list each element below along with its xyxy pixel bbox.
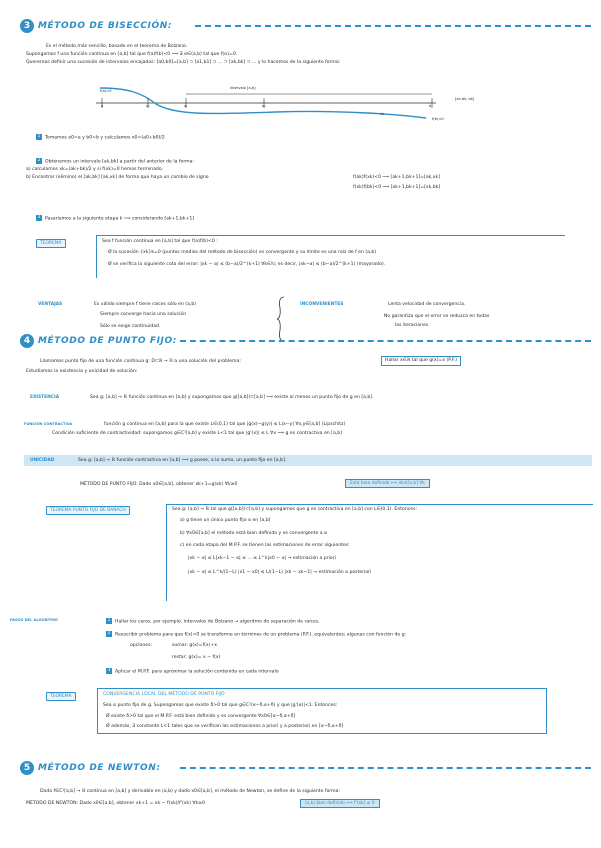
unicidad-tag: UNICIDAD <box>30 458 55 463</box>
section-number: 3 <box>20 19 34 33</box>
unicidad-text: Sea g: [a,b] → ℝ función contractiva en [a,b] ⟹ g posee, a lo sumo, un punto fijo en [a,b]. <box>78 458 287 463</box>
fig-x0: x₀ <box>146 104 150 108</box>
step-bullet-icon: 2 <box>107 631 111 636</box>
paso-3: 3 Aplicar el M.P.F. para aproximar la solución contenida en cada intervalo <box>107 668 279 675</box>
s5-line2: MÉTODO DE NEWTON: Dado x0∈[a,b], obtener xk+1 = xk − f(xk)/f'(xk) ∀k≥0 <box>26 801 205 806</box>
banach-5: |xk − α| ≤ L|xk−1 − α| ≤ ... ≤ L^k|x0 − α| → estimación a priori <box>188 556 336 561</box>
banach-3: b) ∀x0∈[a,b] el método está bien definido y es convergente a α <box>180 531 328 536</box>
teorema-tag: TEOREMA <box>36 239 66 248</box>
s3-line3: Queremos definir una sucesión de intervalos encajados: [a0,b0]=[a,b] ⊃ [a1,b1] ⊃ ... ⊃ [ak,bk] ⊃ ... y lo hacemos de la siguiente forma: <box>26 60 341 65</box>
s3-step2b: b) Encontrar (elimino) el [ak,bk] [ak,xk] de forma que haya un cambio de signo <box>26 175 209 180</box>
inconveniente-1: Lenta velocidad de convergencia. <box>388 302 466 307</box>
ventaja-2: Siempre converge hacia una solución <box>100 312 187 317</box>
fig-fa: f(a)>0 <box>100 89 112 93</box>
section-title: MÉTODO DE PUNTO FIJO: <box>38 336 177 346</box>
banach-1: Sea g: [a,b] → ℝ tal que g([a,b])⊂[a,b] y supongamos que g es contractiva en [a,b] con L∈(0,1). Entonces: <box>172 507 418 512</box>
fig-range: [xk-bk, bk] <box>455 97 475 101</box>
s3-step2a: a) calculamos xk=(ak+bk)/2 y si f(xk)=0 hemos terminado. <box>26 167 164 172</box>
brace-icon <box>276 296 286 342</box>
teo-line2: Ø la sucesión {xk}k=0 (puntos medios del método de bisección) es convergente y su límite es una raíz de f en (a,b) <box>108 250 377 255</box>
section-5-header <box>20 760 161 776</box>
teo-line3: Ø se verifica la siguiente cota del error: |xk − α| ≤ (b−a)/2^(k+1) ∀k∈ℕ; es decir, |xk−α| ≤ (b−a)/2^(k+1) (mayorado). <box>108 262 386 267</box>
s3-case1: f(ak)f(xk)<0 ⟹ [ak+1,bk+1]=[ak,xk] <box>353 175 440 180</box>
inconveniente-2: No garantiza que el error se reduzca en todas <box>384 314 490 319</box>
s4-pf-box: Hallar x∈ℝ tal que g(x)=x (P.F.) <box>381 356 461 366</box>
s5-line1: Dada f∈C¹[a,b] → ℝ continua en [a,b] y derivable en (a,b) y dado x0∈[a,b], el método de Newton, se define de la siguiente forma: <box>40 789 340 794</box>
mpf-definition: MÉTODO DE PUNTO FIJO: Dado x0∈[a,b], obtener xk+1=g(xk) ∀k≥0 <box>80 482 238 487</box>
s3-step2: 2 Obtenemos un intervalo [ak,bk] a partir del anterior de la forma: <box>37 158 194 165</box>
section-number: 4 <box>20 334 34 348</box>
newton-well-defined-pill: (x,k) bien definido ⟺ f'(xk) ≠ 0 <box>300 799 380 808</box>
teo2-title: CONVERGENCIA LOCAL DEL MÉTODO DE PUNTO FIJO <box>103 692 225 697</box>
fig-a: a <box>101 104 104 108</box>
s4-line1: Llamamos punto fijo de una función continua g: D⊂ℝ → ℝ a una solución del problema: <box>40 359 241 364</box>
teo2-line1: Sea α punto fijo de g. Supongamos que existe δ>0 tal que g∈C¹(α−δ,α+δ) y que |g'(α)|<1. Entonces: <box>103 703 338 708</box>
s3-step1: 1 Tomamos a0=a y b0=b y calculamos x0=(a0+b0)/2 <box>37 134 165 141</box>
ventajas-tag: VENTAJAS <box>38 302 63 307</box>
s4-line2: Estudiamos la existencia y unicidad de solución: <box>26 369 138 374</box>
teorema-tag: TEOREMA <box>46 692 76 701</box>
well-defined-pill: Está bien definido ⟺ xk∈[a,b] ∀k <box>345 479 430 488</box>
fig-fb: f(b)<0 <box>432 117 444 121</box>
ventaja-3: Sólo se exige continuidad. <box>100 324 161 329</box>
paso-restar: restar: g(x)= x − f(x) <box>172 655 221 660</box>
existencia-text: Sea g: [a,b] → ℝ función continua en [a,b] y supongamos que g([a,b])⊂[a,b] ⟹ existe al menos un punto fijo de g en [a,b]. <box>90 395 374 400</box>
s3-line2: Supongamos f una función continua en [a,b] tal que f(a)f(b)<0 ⟹ ∃ α∈(a,b) tal que f(α)=0. <box>26 52 238 57</box>
fc-line1: función g continua en [a,b] para la que existe L∈(0,1) tal que |g(x)−g(y)| ≤ L|x−y| ∀x,y∈[a,b] (Lipschitz) <box>104 422 346 427</box>
section-title: MÉTODO DE NEWTON: <box>38 763 161 773</box>
bisection-figure <box>96 82 466 130</box>
section-title: MÉTODO DE BISECCIÓN: <box>38 21 173 31</box>
teo-line1: Sea f función continua en [a,b] tal que f(a)f(b)<0 : <box>102 239 218 244</box>
teo2-line3: Ø además, ∃ constante L<1 tales que se verifican las estimaciones a priori y a posteriori en [α−δ,α+δ] <box>106 724 344 729</box>
s3-case2: f(xk)f(bk)<0 ⟹ [ak+1,bk+1]=[xk,bk] <box>353 185 441 190</box>
s3-line1: Es el método más sencillo, basado en el teorema de Bolzano. <box>46 44 188 49</box>
ventaja-1: Es válido siempre f tiene raíces sólo en (a,b) <box>94 302 197 307</box>
fig-mid: intervalo [a,b] <box>230 86 256 90</box>
banach-4: c) en cada etapa del M.P.F. se tienen las estimaciones de error siguientes: <box>180 543 350 548</box>
existencia-tag: EXISTENCIA <box>30 395 60 400</box>
dashed-rule <box>180 767 591 769</box>
paso-2: 2 Reescribir problema para que f(x)=0 se transforme en términos de un problema (P.F.), equivalentes; algunas con función de g: <box>107 631 407 638</box>
banach-tag: TEOREMA PUNTO FIJO DE BANACH <box>46 506 130 515</box>
fc-line2: Condición suficiente de contractividad: supongamos g∈C¹[a,b] y existe L<1 tal que |g'(x)| ≤ L ∀x ⟹ g es contractiva en [a,b] <box>52 431 342 436</box>
banach-2: a) g tiene un único punto fijo α en [a,b] <box>180 518 271 523</box>
inconvenientes-tag: INCONVENIENTES <box>300 302 344 307</box>
fig-x2: x₂ <box>262 104 266 108</box>
section-3-header <box>20 18 172 34</box>
s3-step3: 3 Pasaríamos a la siguiente etapa k ⟹ considerando [ak+1,bk+1] <box>37 215 195 222</box>
fig-x1: x₁ <box>184 104 188 108</box>
paso-opciones: opciones: <box>130 643 153 648</box>
section-4-header <box>20 333 177 349</box>
dashed-rule <box>180 340 591 342</box>
teo2-line2: Ø existe δ>0 tal que el M.P.F. está bien definido y es convergente ∀x0∈[α−δ,α+δ] <box>106 714 296 719</box>
paso-sumar: sumar: g(x)=f(x)+x <box>172 643 217 648</box>
step-bullet-icon: 1 <box>107 618 111 623</box>
dashed-rule <box>195 25 591 27</box>
banach-6: |xk − α| ≤ L^k/(1−L) |x1 − x0| ≤ L/(1−L) |xk − xk−1| → estimación a posteriori <box>188 570 372 575</box>
fig-b: b <box>429 104 432 108</box>
inconveniente-3: las iteraciones. <box>395 323 430 328</box>
paso-1: 1 Hallar los ceros, por ejemplo, intervalos de Bolzano → algoritmo de separación de raíces. <box>107 618 320 625</box>
fig-xk: xk <box>380 112 385 116</box>
step-bullet-icon: 3 <box>37 215 41 220</box>
pasos-tag: PASOS DEL ALGORITMO <box>10 618 58 622</box>
fc-tag: FUNCIÓN CONTRACTIVA <box>24 422 73 426</box>
step-bullet-icon: 3 <box>107 668 111 673</box>
section-number: 5 <box>20 761 34 775</box>
step-bullet-icon: 1 <box>37 134 41 139</box>
step-bullet-icon: 2 <box>37 158 41 163</box>
